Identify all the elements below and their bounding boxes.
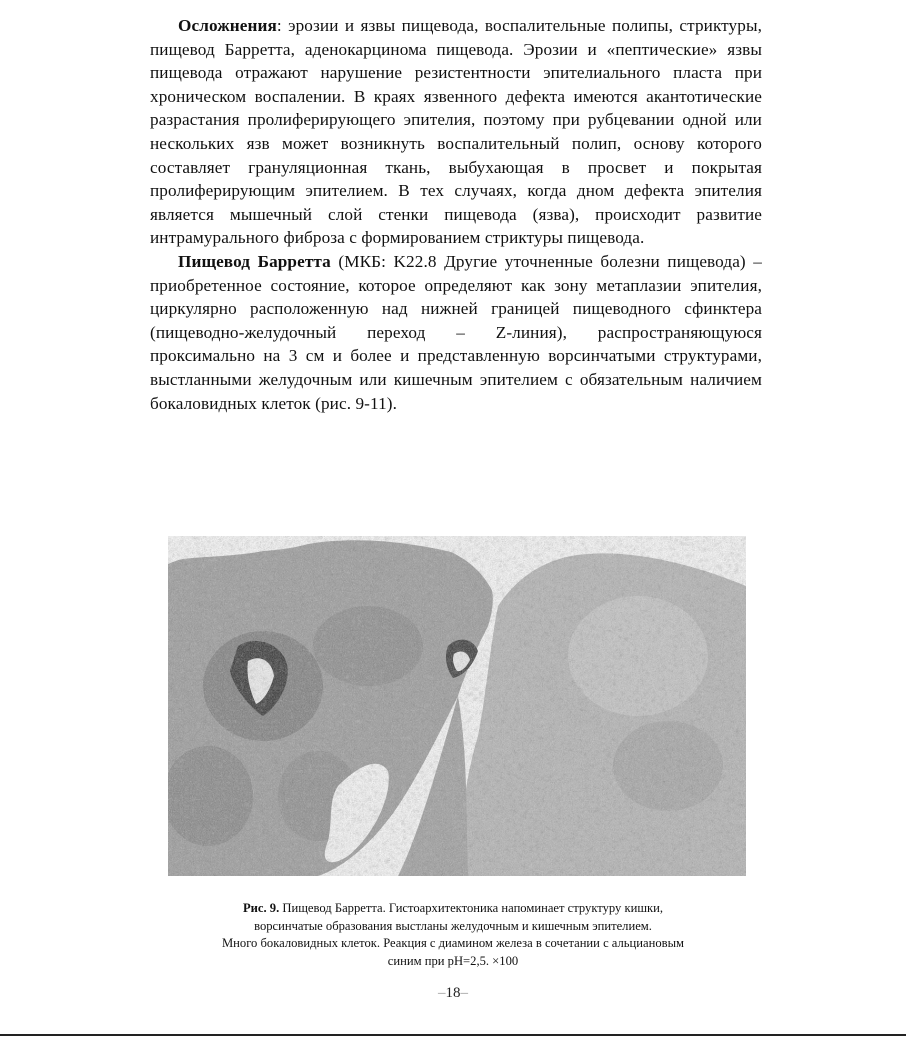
caption-line-4: синим при pH=2,5. ×100 [387,953,519,968]
page-number-value: 18 [445,985,461,1001]
paragraph-complications [150,14,762,250]
page-number [0,985,906,1002]
bottom-rule [0,1034,906,1036]
paragraph-barrett [150,250,762,415]
main-text [150,14,762,415]
caption-line-1-text: Пищевод Барретта. Гистоархитектоника напоминает структуру кишки, [279,901,664,915]
term-complications: Осложнения [178,16,277,35]
figure-label: Рис. 9. [242,901,280,915]
term-barrett: Пищевод Барретта [178,251,331,271]
paragraph-complications-text: : эрозии и язвы пищевода, воспалительные полипы, стриктуры, пищевод Барретта, аденокарцинома пищевода. Эрозии и «пептические» язвы пищевода отражают нарушение резистентности эпителиального пласта при хроническом воспалении. В краях язвенного дефекта имеются акантотические разрастания пролиферирующего эпителия, поэтому при рубцевании одной или нескольких язв может возникнуть воспалительный полип, основу которого составляет грануляционная ткань, выбухающая в просвет и покрытая пролиферирующим эпителием. В тех случаях, когда дном дефекта эпителия является мышечный слой стенки пищевода (язва), происходит развитие интрамурального фиброза с формированием стриктуры пищевода. [150,16,762,248]
caption-line-2: ворсинчатые образования выстланы желудочным и кишечным эпителием. [254,918,652,933]
caption-line-3: Много бокаловидных клеток. Реакция с диамином железа в сочетании с альциановым [221,936,685,950]
histology-micrograph [168,536,746,876]
page-number-dash-left: – [438,985,446,1001]
figure-caption [120,900,786,970]
page-number-dash-right: – [460,985,468,1001]
paragraph-barrett-text: (МКБ: K22.8 Другие уточненные болезни пищевода) – приобретенное состояние, которое определяют как зону метаплазии эпителия, циркулярно расположенную над нижней границей пищеводного сфинктера (пищеводно-желудочный переход – Z-линия), распространяющуюся проксимально на 3 см и более и представленную ворсинчатыми структурами, выстланными желудочным или кишечным эпителием с обязательным наличием бокаловидных клеток (рис. 9-11). [150,251,762,413]
caption-line-1 [120,900,786,918]
